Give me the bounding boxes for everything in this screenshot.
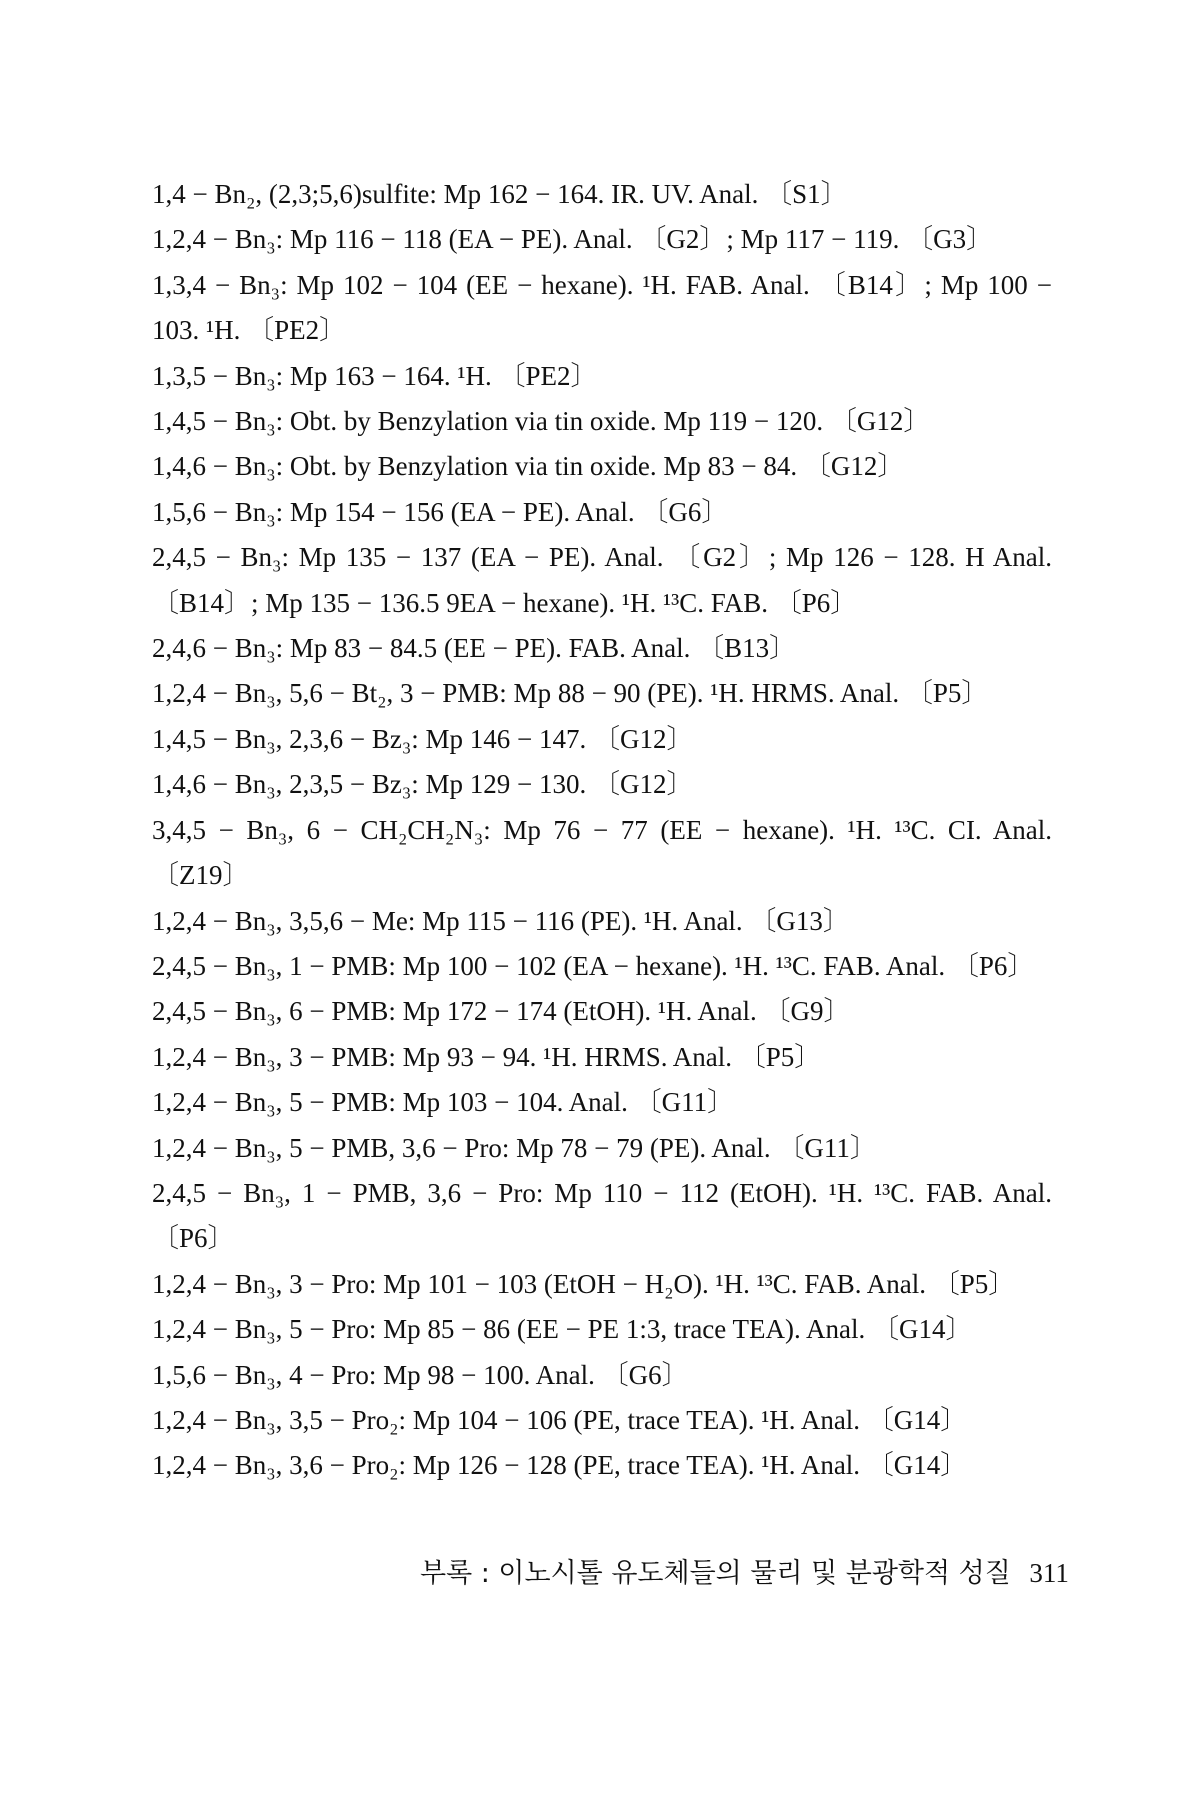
compound-entry [152,217,1052,262]
entry-line: 1,2,4 − Bn₃, 5 − PMB, 3,6 − Pro: Mp 78 − 79 (PE). Anal. 〔G11〕 [152,1132,877,1163]
compound-entry [152,1398,1052,1443]
entry-line: 1,3,4 − Bn₃: Mp 102 − 104 (EE − hexane). ¹H. FAB. Anal. 〔B14〕; Mp 100 − [152,269,1052,300]
entry-line: 2,4,5 − Bn₃, 1 − PMB: Mp 100 − 102 (EA − hexane). ¹H. ¹³C. FAB. Anal. 〔P6〕 [152,950,1035,981]
entry-line: 1,2,4 − Bn₃, 5 − Pro: Mp 85 − 86 (EE − PE 1:3, trace TEA). Anal. 〔G14〕 [152,1314,973,1345]
compound-entry [152,1307,1052,1352]
compound-entry [152,626,1052,671]
entry-line: 1,2,4 − Bn₃, 3 − Pro: Mp 101 − 103 (EtOH − H₂O). ¹H. ¹³C. FAB. Anal. 〔P5〕 [152,1268,1016,1299]
compound-entry [152,899,1052,944]
entry-line: 3,4,5 − Bn₃, 6 − CH₂CH₂N₃: Mp 76 − 77 (EE − hexane). ¹H. ¹³C. CI. Anal. [152,814,1052,845]
entry-line: 1,5,6 − Bn₃: Mp 154 − 156 (EA − PE). Anal. 〔G6〕 [152,496,729,527]
compound-entry [152,989,1052,1034]
compound-entry [152,354,1052,399]
page-number: 311 [1029,1558,1069,1588]
entry-line: 1,4,6 − Bn₃, 2,3,5 − Bz₃: Mp 129 − 130. 〔G12〕 [152,769,694,800]
compound-entry [152,1126,1052,1171]
entry-line: 1,2,4 − Bn₃, 3,6 − Pro₂: Mp 126 − 128 (PE, trace TEA). ¹H. Anal. 〔G14〕 [152,1450,968,1481]
compound-entry [152,1443,1052,1488]
entry-continuation-line: 〔P6〕 [152,1223,235,1254]
entry-line: 2,4,5 − Bn₃: Mp 135 − 137 (EA − PE). Anal. 〔G2〕; Mp 126 − 128. H Anal. [152,542,1052,573]
compound-entry [152,717,1052,762]
entry-line: 1,2,4 − Bn₃, 3,5 − Pro₂: Mp 104 − 106 (PE, trace TEA). ¹H. Anal. 〔G14〕 [152,1404,968,1435]
entry-line: 1,2,4 − Bn₃, 3,5,6 − Me: Mp 115 − 116 (PE). ¹H. Anal. 〔G13〕 [152,905,850,936]
entry-line: 2,4,5 − Bn₃, 1 − PMB, 3,6 − Pro: Mp 110 − 112 (EtOH). ¹H. ¹³C. FAB. Anal. [152,1177,1052,1208]
compound-entry [152,490,1052,535]
entry-line: 2,4,5 − Bn₃, 6 − PMB: Mp 172 − 174 (EtOH). ¹H. Anal. 〔G9〕 [152,996,851,1027]
compound-entry [152,263,1052,354]
compound-entry [152,944,1052,989]
compound-entry [152,1080,1052,1125]
compound-entry [152,1171,1052,1262]
compound-entry [152,808,1052,899]
compound-entry [152,1262,1052,1307]
compound-entry [152,1353,1052,1398]
entry-line: 1,2,4 − Bn₃, 5 − PMB: Mp 103 − 104. Anal. 〔G11〕 [152,1087,735,1118]
compound-entry [152,172,1052,217]
compound-entry [152,399,1052,444]
compound-list [152,172,1052,1489]
entry-line: 1,2,4 − Bn₃, 3 − PMB: Mp 93 − 94. ¹H. HRMS. Anal. 〔P5〕 [152,1041,822,1072]
running-title: 부록 : 이노시톨 유도체들의 물리 및 분광학적 성질 [420,1558,1011,1589]
compound-entry [152,444,1052,489]
compound-entry [152,762,1052,807]
compound-entry [152,671,1052,716]
entry-line: 1,2,4 − Bn₃: Mp 116 − 118 (EA − PE). Anal. 〔G2〕; Mp 117 − 119. 〔G3〕 [152,224,994,255]
compound-entry [152,535,1052,626]
compound-entry [152,1035,1052,1080]
entry-line: 1,5,6 − Bn₃, 4 − Pro: Mp 98 − 100. Anal. 〔G6〕 [152,1359,689,1390]
entry-line: 1,4,5 − Bn₃, 2,3,6 − Bz₃: Mp 146 − 147. 〔G12〕 [152,723,694,754]
entry-line: 1,4 − Bn₂, (2,3;5,6)sulfite: Mp 162 − 164. IR. UV. Anal. 〔S1〕 [152,179,848,209]
entry-line: 2,4,6 − Bn₃: Mp 83 − 84.5 (EE − PE). FAB. Anal. 〔B13〕 [152,633,797,664]
entry-line: 1,4,6 − Bn₃: Obt. by Benzylation via tin oxide. Mp 83 − 84. 〔G12〕 [152,451,905,482]
entry-line: 1,3,5 − Bn₃: Mp 163 − 164. ¹H. 〔PE2〕 [152,360,598,391]
entry-continuation-line: 〔B14〕; Mp 135 − 136.5 9EA − hexane). ¹H. ¹³C. FAB. 〔P6〕 [152,587,858,618]
entry-line: 1,2,4 − Bn₃, 5,6 − Bt₂, 3 − PMB: Mp 88 − 90 (PE). ¹H. HRMS. Anal. 〔P5〕 [152,678,989,709]
page-footer [420,1555,1069,1592]
entry-continuation-line: 103. ¹H. 〔PE2〕 [152,315,347,346]
entry-continuation-line: 〔Z19〕 [152,860,250,891]
entry-line: 1,4,5 − Bn₃: Obt. by Benzylation via tin oxide. Mp 119 − 120. 〔G12〕 [152,406,931,437]
